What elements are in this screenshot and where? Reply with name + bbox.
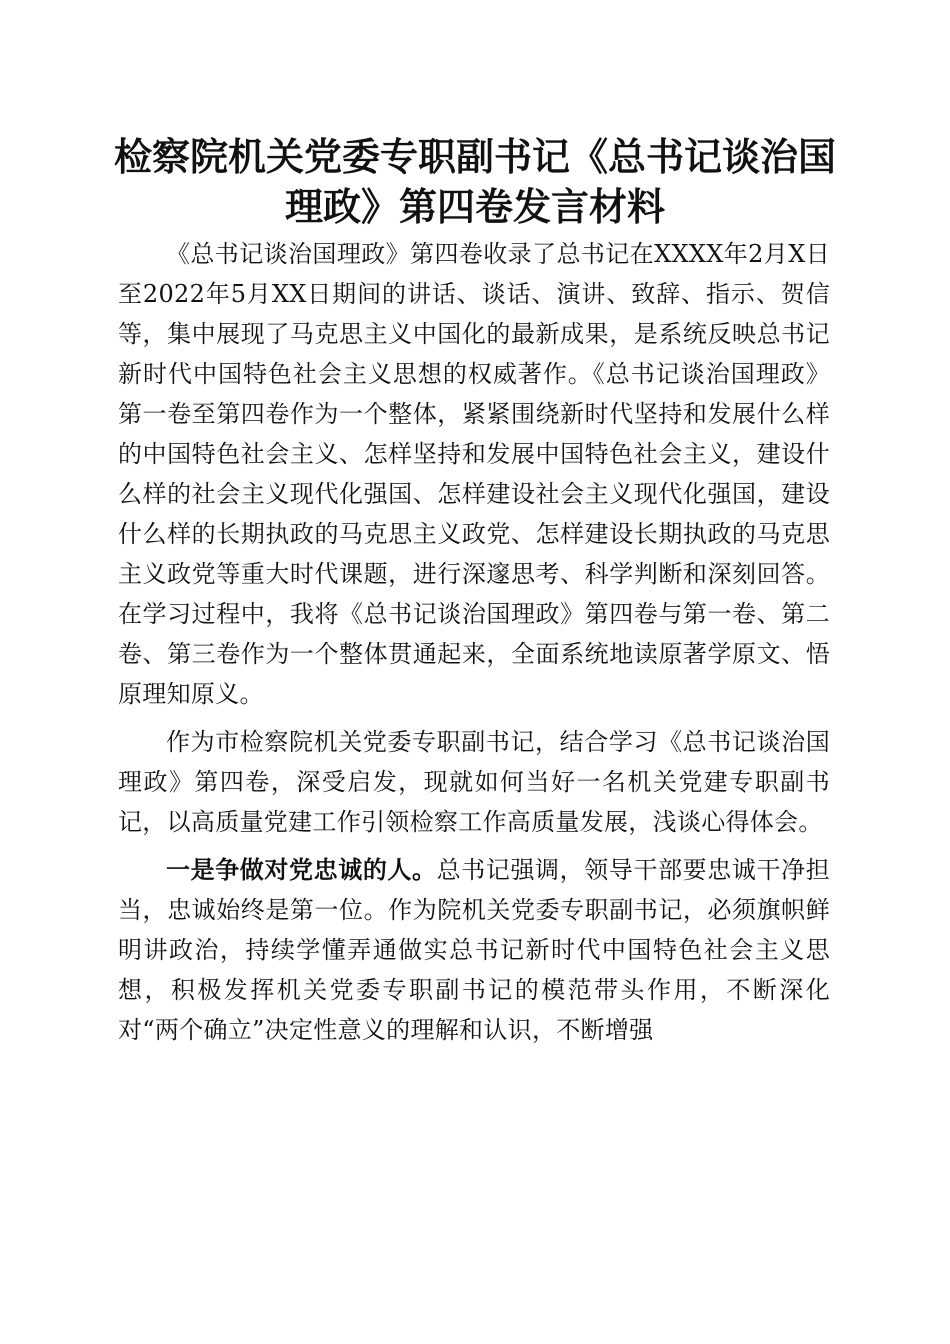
- paragraph-point-one: [118, 850, 830, 1050]
- paragraph-context: [118, 722, 830, 842]
- paragraph-intro: [118, 234, 830, 714]
- paragraph-intro-text: 《总书记谈治国理政》第四卷收录了总书记在XXXX年2月X日至2022年5月XX日期间的讲话、谈话、演讲、致辞、指示、贺信等，集中展现了马克思主义中国化的最新成果，是系统反映总书记新时代中国特色社会主义思想的权威著作。《总书记谈治国理政》第一卷至第四卷作为一个整体，紧紧围绕新时代坚持和发展什么样的中国特色社会主义、怎样坚持和发展中国特色社会主义，建设什么样的社会主义现代化强国、怎样建设社会主义现代化强国，建设什么样的长期执政的马克思主义政党、怎样建设长期执政的马克思主义政党等重大时代课题，进行深邃思考、科学判断和深刻回答。在学习过程中，我将《总书记谈治国理政》第四卷与第一卷、第二卷、第三卷作为一个整体贯通起来，全面系统地读原著学原文、悟原理知原义。: [118, 240, 830, 708]
- paragraph-context-text: 作为市检察院机关党委专职副书记，结合学习《总书记谈治国理政》第四卷，深受启发，现就如何当好一名机关党建专职副书记，以高质量党建工作引领检察工作高质量发展，浅谈心得体会。: [118, 728, 830, 836]
- paragraph-point-one-text: 总书记强调，领导干部要忠诚干净担当，忠诚始终是第一位。作为院机关党委专职副书记，必须旗帜鲜明讲政治，持续学懂弄通做实总书记新时代中国特色社会主义思想，积极发挥机关党委专职副书记的模范带头作用，不断深化对“两个确立”决定性意义的理解和认识，不断增强: [118, 856, 830, 1044]
- document-body: [118, 234, 830, 1050]
- document-title: 检察院机关党委专职副书记《总书记谈治国理政》第四卷发言材料: [113, 134, 836, 229]
- paragraph-point-one-lead: 一是争做对党忠诚的人。: [166, 855, 437, 884]
